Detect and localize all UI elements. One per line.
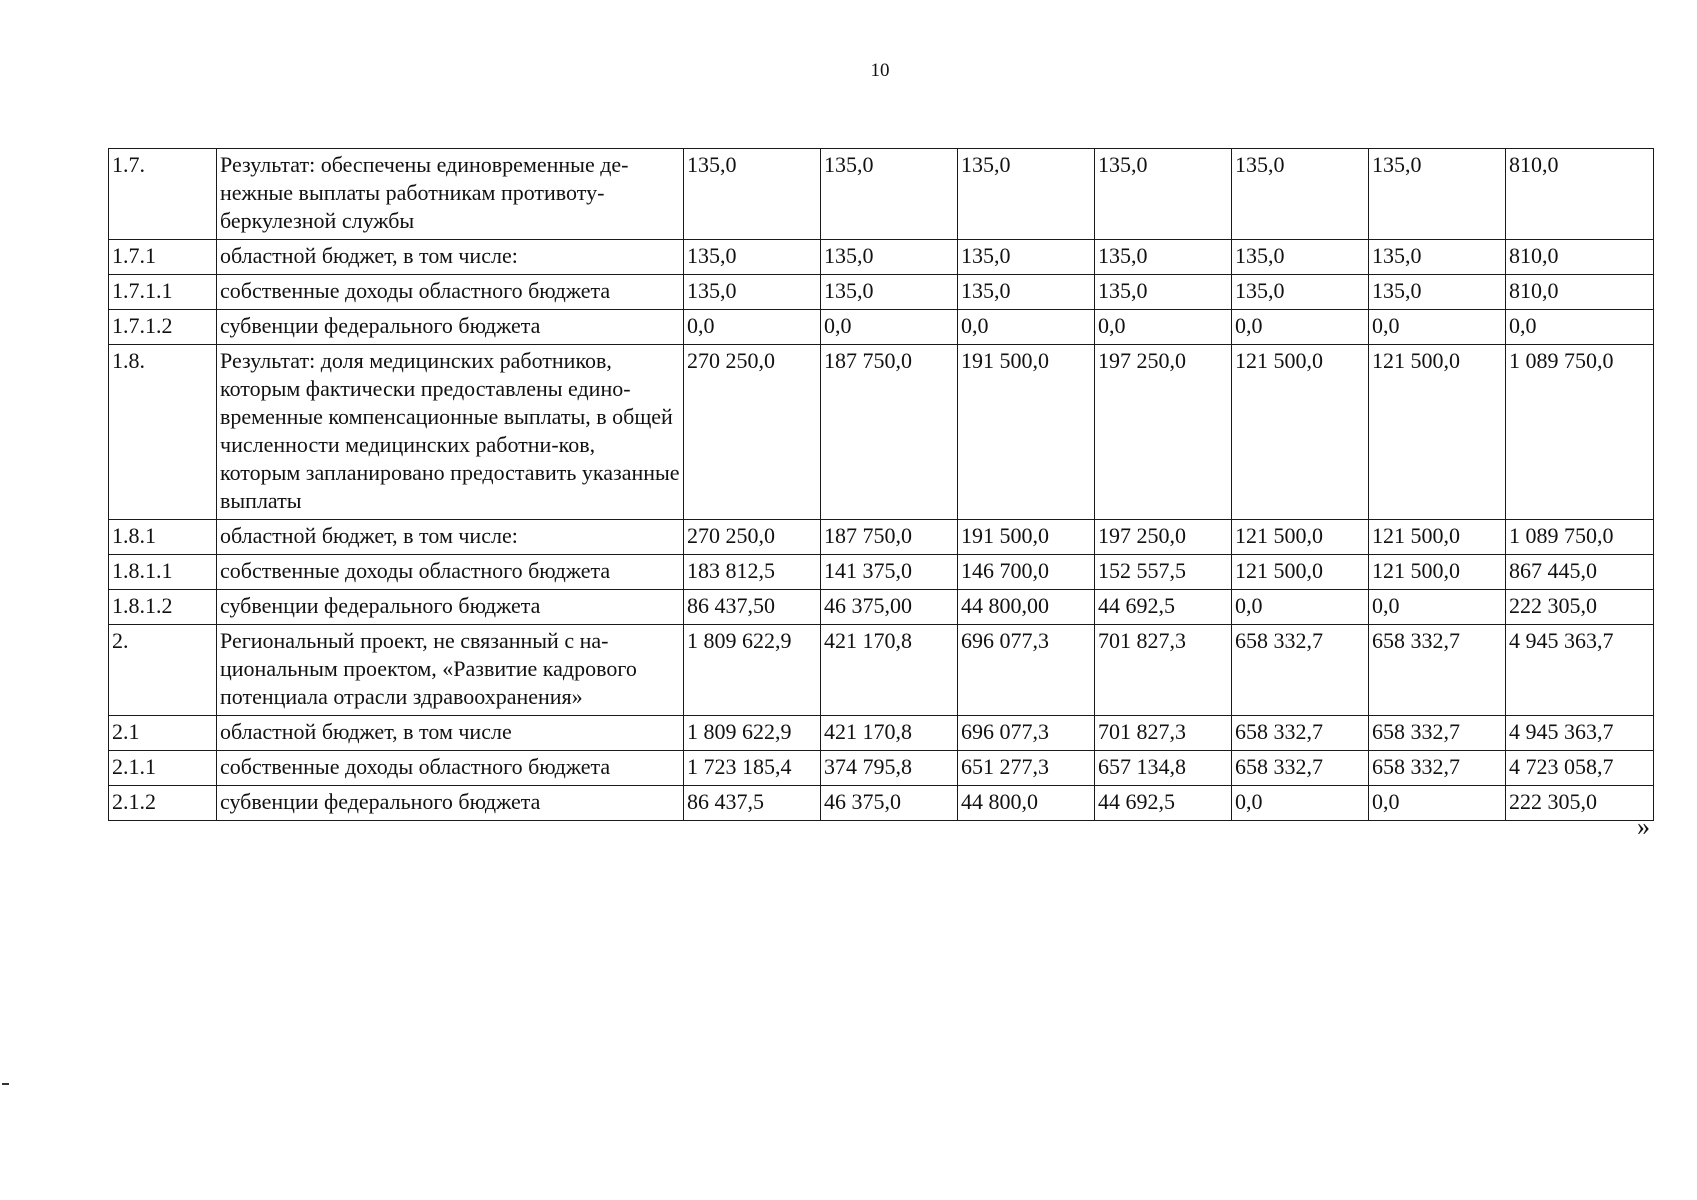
value-cell: 1 809 622,9 <box>684 716 821 751</box>
value-cell: 0,0 <box>1095 310 1232 345</box>
row-number: 2.1 <box>109 716 217 751</box>
value-cell: 135,0 <box>1369 149 1506 240</box>
value-cell: 701 827,3 <box>1095 625 1232 716</box>
row-number: 1.8. <box>109 345 217 520</box>
row-number: 1.7.1 <box>109 240 217 275</box>
row-name: Результат: обеспечены единовременные де-нежные выплаты работникам противоту-беркулезной службы <box>217 149 684 240</box>
table-row <box>109 275 1654 310</box>
value-cell: 197 250,0 <box>1095 520 1232 555</box>
value-cell: 374 795,8 <box>821 751 958 786</box>
value-cell: 121 500,0 <box>1369 345 1506 520</box>
value-cell: 0,0 <box>1232 786 1369 821</box>
value-cell: 1 723 185,4 <box>684 751 821 786</box>
value-cell: 135,0 <box>1095 240 1232 275</box>
table-row <box>109 345 1654 520</box>
value-cell: 135,0 <box>1095 149 1232 240</box>
value-cell: 135,0 <box>821 149 958 240</box>
total-cell: 810,0 <box>1506 240 1654 275</box>
value-cell: 0,0 <box>1232 310 1369 345</box>
value-cell: 121 500,0 <box>1232 555 1369 590</box>
value-cell: 135,0 <box>1369 275 1506 310</box>
value-cell: 135,0 <box>1232 275 1369 310</box>
value-cell: 658 332,7 <box>1369 625 1506 716</box>
total-cell: 222 305,0 <box>1506 590 1654 625</box>
value-cell: 0,0 <box>1369 786 1506 821</box>
value-cell: 86 437,5 <box>684 786 821 821</box>
table-row <box>109 751 1654 786</box>
table-row <box>109 240 1654 275</box>
value-cell: 121 500,0 <box>1369 555 1506 590</box>
row-name: областной бюджет, в том числе: <box>217 240 684 275</box>
total-cell: 4 945 363,7 <box>1506 625 1654 716</box>
value-cell: 44 692,5 <box>1095 590 1232 625</box>
value-cell: 121 500,0 <box>1232 520 1369 555</box>
value-cell: 44 800,0 <box>958 786 1095 821</box>
table-row <box>109 590 1654 625</box>
row-name: субвенции федерального бюджета <box>217 786 684 821</box>
total-cell: 867 445,0 <box>1506 555 1654 590</box>
row-number: 1.8.1.1 <box>109 555 217 590</box>
table-row <box>109 786 1654 821</box>
value-cell: 121 500,0 <box>1369 520 1506 555</box>
row-name: субвенции федерального бюджета <box>217 590 684 625</box>
row-name: Региональный проект, не связанный с на-циональным проектом, «Развитие кадрового потенциала отрасли здравоохранения» <box>217 625 684 716</box>
value-cell: 421 170,8 <box>821 716 958 751</box>
value-cell: 135,0 <box>821 275 958 310</box>
value-cell: 0,0 <box>1369 590 1506 625</box>
value-cell: 183 812,5 <box>684 555 821 590</box>
value-cell: 658 332,7 <box>1369 716 1506 751</box>
value-cell: 146 700,0 <box>958 555 1095 590</box>
row-name: областной бюджет, в том числе: <box>217 520 684 555</box>
row-number: 2. <box>109 625 217 716</box>
value-cell: 135,0 <box>1232 149 1369 240</box>
value-cell: 0,0 <box>1369 310 1506 345</box>
row-name: субвенции федерального бюджета <box>217 310 684 345</box>
value-cell: 135,0 <box>684 275 821 310</box>
scan-edge-mark <box>2 1083 9 1085</box>
row-number: 2.1.1 <box>109 751 217 786</box>
table-row <box>109 520 1654 555</box>
value-cell: 135,0 <box>1232 240 1369 275</box>
row-number: 1.8.1 <box>109 520 217 555</box>
value-cell: 421 170,8 <box>821 625 958 716</box>
value-cell: 135,0 <box>684 240 821 275</box>
value-cell: 135,0 <box>958 275 1095 310</box>
value-cell: 270 250,0 <box>684 520 821 555</box>
total-cell: 0,0 <box>1506 310 1654 345</box>
total-cell: 810,0 <box>1506 149 1654 240</box>
table-row <box>109 555 1654 590</box>
row-name: собственные доходы областного бюджета <box>217 751 684 786</box>
value-cell: 44 692,5 <box>1095 786 1232 821</box>
value-cell: 187 750,0 <box>821 345 958 520</box>
row-name: собственные доходы областного бюджета <box>217 275 684 310</box>
total-cell: 222 305,0 <box>1506 786 1654 821</box>
value-cell: 0,0 <box>821 310 958 345</box>
value-cell: 86 437,50 <box>684 590 821 625</box>
value-cell: 191 500,0 <box>958 520 1095 555</box>
value-cell: 0,0 <box>1232 590 1369 625</box>
value-cell: 121 500,0 <box>1232 345 1369 520</box>
value-cell: 658 332,7 <box>1232 751 1369 786</box>
value-cell: 135,0 <box>821 240 958 275</box>
value-cell: 701 827,3 <box>1095 716 1232 751</box>
row-number: 1.8.1.2 <box>109 590 217 625</box>
value-cell: 44 800,00 <box>958 590 1095 625</box>
row-name: Результат: доля медицинских работников, которым фактически предоставлены едино-временные компенсационные выплаты, в общей численности медицинских работни-ков, которым запланировано предоставить указанные выплаты <box>217 345 684 520</box>
value-cell: 0,0 <box>684 310 821 345</box>
total-cell: 1 089 750,0 <box>1506 345 1654 520</box>
row-number: 1.7.1.1 <box>109 275 217 310</box>
total-cell: 4 723 058,7 <box>1506 751 1654 786</box>
value-cell: 657 134,8 <box>1095 751 1232 786</box>
total-cell: 4 945 363,7 <box>1506 716 1654 751</box>
value-cell: 658 332,7 <box>1232 625 1369 716</box>
table-row <box>109 149 1654 240</box>
table-row <box>109 625 1654 716</box>
value-cell: 696 077,3 <box>958 625 1095 716</box>
value-cell: 187 750,0 <box>821 520 958 555</box>
row-name: областной бюджет, в том числе <box>217 716 684 751</box>
value-cell: 141 375,0 <box>821 555 958 590</box>
row-number: 2.1.2 <box>109 786 217 821</box>
value-cell: 135,0 <box>1369 240 1506 275</box>
budget-table <box>108 148 1654 821</box>
value-cell: 191 500,0 <box>958 345 1095 520</box>
table-row <box>109 310 1654 345</box>
value-cell: 658 332,7 <box>1232 716 1369 751</box>
row-name: собственные доходы областного бюджета <box>217 555 684 590</box>
row-number: 1.7.1.2 <box>109 310 217 345</box>
value-cell: 135,0 <box>1095 275 1232 310</box>
value-cell: 152 557,5 <box>1095 555 1232 590</box>
value-cell: 135,0 <box>958 149 1095 240</box>
total-cell: 810,0 <box>1506 275 1654 310</box>
value-cell: 46 375,0 <box>821 786 958 821</box>
total-cell: 1 089 750,0 <box>1506 520 1654 555</box>
value-cell: 270 250,0 <box>684 345 821 520</box>
page-number: 10 <box>870 60 890 81</box>
closing-quote-mark: » <box>1637 812 1650 841</box>
value-cell: 658 332,7 <box>1369 751 1506 786</box>
table-body <box>109 149 1654 821</box>
value-cell: 135,0 <box>958 240 1095 275</box>
value-cell: 197 250,0 <box>1095 345 1232 520</box>
value-cell: 696 077,3 <box>958 716 1095 751</box>
value-cell: 46 375,00 <box>821 590 958 625</box>
value-cell: 0,0 <box>958 310 1095 345</box>
value-cell: 135,0 <box>684 149 821 240</box>
row-number: 1.7. <box>109 149 217 240</box>
table-row <box>109 716 1654 751</box>
value-cell: 1 809 622,9 <box>684 625 821 716</box>
value-cell: 651 277,3 <box>958 751 1095 786</box>
